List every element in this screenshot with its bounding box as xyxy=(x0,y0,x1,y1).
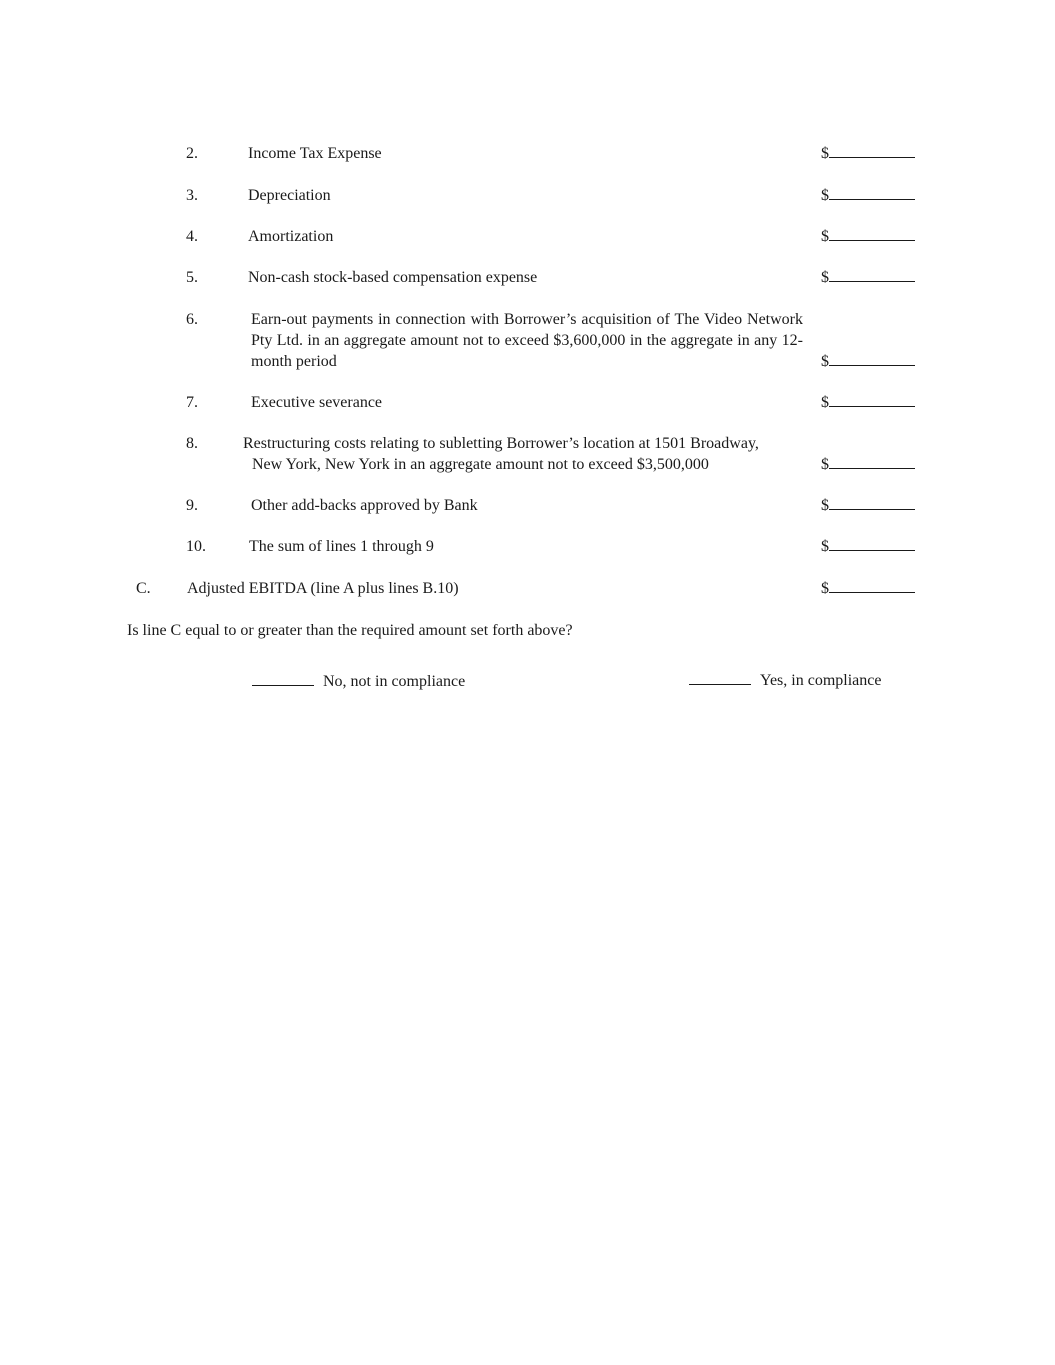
amount-field[interactable]: $ xyxy=(821,578,915,599)
line-number: 9. xyxy=(186,497,198,514)
line-c-text: Adjusted EBITDA (line A plus lines B.10) xyxy=(187,580,459,597)
option-no-label: No, not in compliance xyxy=(323,673,466,690)
option-yes-label: Yes, in compliance xyxy=(760,672,882,689)
compliance-question: Is line C equal to or greater than the required amount set forth above? xyxy=(127,622,573,639)
line-label: Earn-out payments in connection with Borrower’s acquisition of The Video Network Pty Ltd. in an aggregate amount not to exceed $3,600,000 in the aggregate in any 12-month period xyxy=(251,311,803,370)
line-c-label: C. xyxy=(136,580,151,597)
option-no[interactable] xyxy=(252,671,465,692)
checkmark-blank[interactable] xyxy=(689,670,751,685)
amount-field[interactable]: $ xyxy=(821,392,915,413)
line-number: 7. xyxy=(186,394,198,411)
line-label: Other add-backs approved by Bank xyxy=(251,497,478,514)
amount-field[interactable]: $ xyxy=(821,185,915,206)
line-label-part-1: Restructuring costs relating to subletting Borrower’s location at 1501 Broadway, xyxy=(243,435,759,452)
amount-field[interactable]: $ xyxy=(821,226,915,247)
line-number: 5. xyxy=(186,269,198,286)
line-label-part-2: New York, New York in an aggregate amount not to exceed $3,500,000 xyxy=(252,456,709,473)
amount-field[interactable]: $ xyxy=(821,495,915,516)
line-label: Amortization xyxy=(248,228,334,245)
line-number: 8. xyxy=(186,435,198,452)
line-label: The sum of lines 1 through 9 xyxy=(249,538,434,555)
amount-field[interactable]: $ xyxy=(821,351,915,372)
line-number: 6. xyxy=(186,311,198,328)
line-number: 2. xyxy=(186,145,198,162)
amount-field[interactable]: $ xyxy=(821,267,915,288)
line-number: 3. xyxy=(186,187,198,204)
amount-field[interactable]: $ xyxy=(821,536,915,557)
amount-field[interactable]: $ xyxy=(821,454,915,475)
amount-field[interactable]: $ xyxy=(821,143,915,164)
line-label: Executive severance xyxy=(251,394,383,411)
line-label: Non-cash stock-based compensation expense xyxy=(248,269,538,286)
line-label: Income Tax Expense xyxy=(248,145,382,162)
checkmark-blank[interactable] xyxy=(252,671,314,686)
line-number: 10. xyxy=(186,538,206,555)
line-number: 4. xyxy=(186,228,198,245)
line-label: Depreciation xyxy=(248,187,331,204)
option-yes[interactable] xyxy=(689,670,881,691)
